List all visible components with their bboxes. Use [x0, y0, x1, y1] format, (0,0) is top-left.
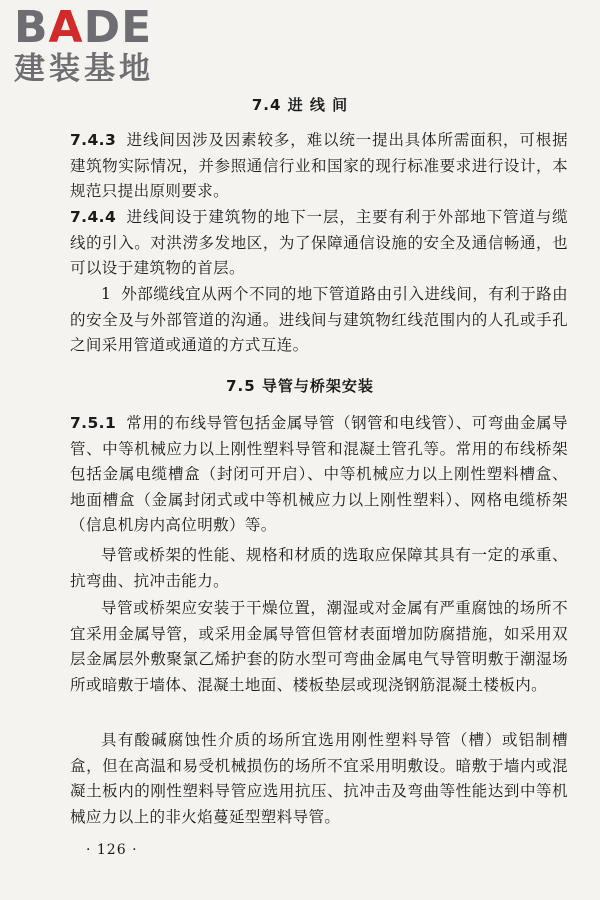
clause-7-4-4 — [70, 205, 568, 282]
clause-7-5-1 — [70, 411, 568, 539]
section-heading-7-5: 7.5 导管与桥架安装 — [226, 377, 374, 395]
logo-wordmark: BADE — [14, 2, 153, 53]
clause-text: 常用的布线导管包括金属导管（钢管和电线管）、可弯曲金属导管、中等机械应力以上刚性塑料导管和混凝土管孔等。常用的布线桥架包括金属电缆槽盒（封闭可开启）、中等机械应力以上刚性塑料槽盒、地面槽盒（金属封闭式或中等机械应力以上刚性塑料）、网格电缆桥架（信息机房内高位明敷）等。 — [70, 414, 568, 535]
item-text: 外部缆线宜从两个不同的地下管道路由引入进线间，有利于路由的安全及与外部管道的沟通。进线间与建筑物红线范围内的人孔或手孔之间采用管道或通道的方式互连。 — [70, 285, 568, 355]
bade-logo — [14, 2, 174, 87]
logo-subtitle: 建装基地 — [14, 51, 154, 87]
page-number: · 126 · — [86, 842, 138, 858]
item-number: 1 — [101, 285, 112, 303]
clause-text: 进线间设于建筑物的地下一层，主要有利于外部地下管道与缆线的引入。对洪涝多发地区，为了保障通信设施的安全及通信畅通，也可以设于建筑物的首层。 — [70, 208, 568, 278]
clause-text: 进线间因涉及因素较多，难以统一提出具体所需面积，可根据建筑物实际情况，并参照通信行业和国家的现行标准要求进行设计，本规范只提出原则要求。 — [70, 131, 568, 201]
item-1-paragraph — [70, 282, 568, 359]
clause-number: 7.4.3 — [70, 131, 117, 149]
paragraph-load-capacity: 导管或桥架的性能、规格和材质的选取应保障其具有一定的承重、抗弯曲、抗冲击能力。 — [70, 546, 568, 590]
clause-7-4-3 — [70, 128, 568, 205]
section-heading-7-4: 7.4 进 线 间 — [251, 96, 349, 114]
paragraph-installation-location: 导管或桥架应安装于干燥位置，潮湿或对金属有严重腐蚀的场所不宜采用金属导管，或采用金属导管但管材表面增加防腐措施，如采用双层金属层外敷聚氯乙烯护套的防水型可弯曲金属电气导管明敷于潮湿场所或暗敷于墙体、混凝土地面、楼板垫层或现浇钢筋混凝土楼板内。 — [70, 599, 568, 694]
clause-number: 7.4.4 — [70, 208, 117, 226]
clause-number: 7.5.1 — [70, 414, 117, 432]
paragraph-corrosive-environments: 具有酸碱腐蚀性介质的场所宜选用刚性塑料导管（槽）或铝制槽盒，但在高温和易受机械损伤的场所不宜采用明敷设。暗敷于墙内或混凝土板内的刚性塑料导管应选用抗压、抗冲击及弯曲等性能达到中等机械应力以上的非火焰蔓延型塑料导管。 — [70, 731, 568, 826]
